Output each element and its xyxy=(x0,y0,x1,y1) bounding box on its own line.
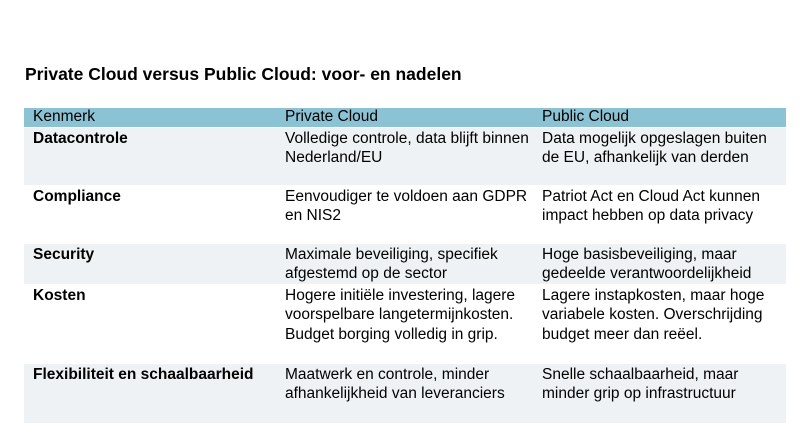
row-label-kosten: Kosten xyxy=(24,284,276,363)
column-header-private-cloud: Private Cloud xyxy=(276,108,533,127)
column-header-public-cloud: Public Cloud xyxy=(533,108,786,127)
private-cloud-cell: Maximale beveiliging, specifiek afgestemd op de sector xyxy=(276,243,533,284)
table-row xyxy=(24,284,786,363)
table-header-row xyxy=(24,108,786,127)
column-header-kenmerk: Kenmerk xyxy=(24,108,276,127)
private-cloud-cell: Volledige controle, data blijft binnen Nederland/EU xyxy=(276,127,533,185)
row-label-compliance: Compliance xyxy=(24,185,276,243)
public-cloud-cell: Hoge basisbeveiliging, maar gedeelde verantwoordelijkheid xyxy=(533,243,786,284)
table-row xyxy=(24,363,786,423)
private-cloud-cell: Hogere initiële investering, lagere voorspelbare langetermijnkosten. Budget borging volledig in grip. xyxy=(276,284,533,363)
row-label-datacontrole: Datacontrole xyxy=(24,127,276,185)
public-cloud-cell: Data mogelijk opgeslagen buiten de EU, afhankelijk van derden xyxy=(533,127,786,185)
table-row xyxy=(24,127,786,185)
public-cloud-cell: Lagere instapkosten, maar hoge variabele kosten. Overschrijding budget meer dan reëel. xyxy=(533,284,786,363)
private-cloud-cell: Eenvoudiger te voldoen aan GDPR en NIS2 xyxy=(276,185,533,243)
row-label-security: Security xyxy=(24,243,276,284)
comparison-table xyxy=(24,108,786,424)
row-label-flexibiliteit: Flexibiliteit en schaalbaarheid xyxy=(24,363,276,423)
document-title: Private Cloud versus Public Cloud: voor- en nadelen xyxy=(25,64,462,84)
private-cloud-cell: Maatwerk en controle, minder afhankelijkheid van leveranciers xyxy=(276,363,533,423)
table-row xyxy=(24,243,786,284)
public-cloud-cell: Snelle schaalbaarheid, maar minder grip op infrastructuur xyxy=(533,363,786,423)
table-row xyxy=(24,185,786,243)
public-cloud-cell: Patriot Act en Cloud Act kunnen impact hebben op data privacy xyxy=(533,185,786,243)
